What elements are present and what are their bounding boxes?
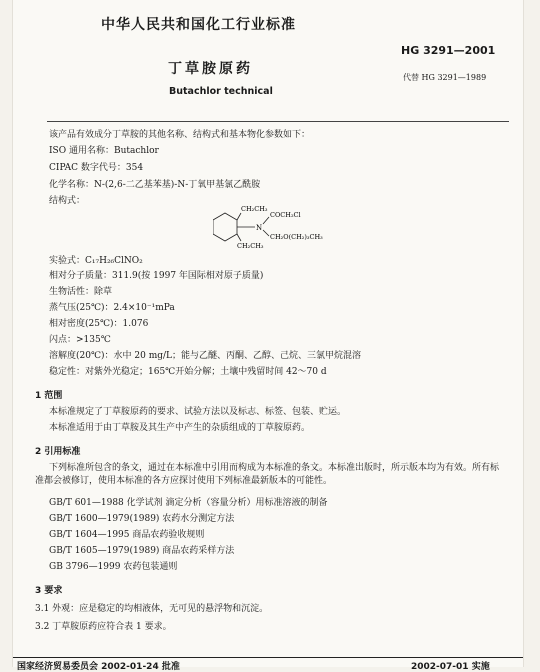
clause-3-2: 3.2 丁草胺原药应符合表 1 要求。 [35,622,172,632]
structure-label: 结构式： [49,196,86,206]
flash-point: 闪点：>135℃ [49,335,111,345]
benzene-ring-diagram [213,199,333,249]
relative-density: 相对密度(25℃)：1.076 [49,319,149,329]
standard-code: HG 3291—2001 [401,44,496,57]
approval-note: 国家经济贸易委员会 2002-01-24 批准 [17,662,180,672]
molecular-weight: 相对分子质量：311.9(按 1997 年国际相对原子质量) [49,271,264,281]
section-1-para-2: 本标准适用于由丁草胺及其生产中产生的杂质组成的丁草胺原药。 [49,423,311,433]
ref-gb-1604: GB/T 1604—1995 商品农药验收规则 [49,530,205,540]
document-title-english: Butachlor technical [169,86,273,97]
footer-divider [13,657,523,658]
cipac-code: CIPAC 数字代号：354 [49,163,144,173]
ethyl-top: CH₂CH₃ [241,205,268,213]
section-1-para-1: 本标准规定了丁草胺原药的要求、试验方法以及标志、标签、包装、贮运。 [49,407,347,417]
chloroacetyl-group: COCH₂Cl [270,211,301,219]
standard-org-header: 中华人民共和国化工行业标准 [101,17,296,33]
stability: 稳定性：对紫外光稳定；165℃开始分解；土壤中残留时间 42～70 d [49,367,327,377]
iso-name: ISO 通用名称：Butachlor [49,146,159,156]
vapor-pressure: 蒸气压(25℃)：2.4×10⁻¹mPa [49,303,175,313]
empirical-formula: 实验式：C₁₇H₂₆ClNO₂ [49,256,143,266]
section-1-heading: 1 范围 [35,391,63,401]
ref-gb-1600: GB/T 1600—1979(1989) 农药水分测定方法 [49,514,235,524]
structural-formula [213,199,333,249]
nitrogen-atom: N [256,224,263,232]
butoxymethyl-group: CH₂O(CH₂)₃CH₃ [270,233,323,241]
chemical-name: 化学名称：N-(2,6-二乙基苯基)-N-丁氧甲基氯乙酰胺 [49,180,261,190]
replaces-note: 代替 HG 3291—1989 [403,73,487,82]
document-title: 丁草胺原药 [168,61,253,77]
ref-gb-3796: GB 3796—1999 农药包装通则 [49,562,178,572]
section-2-heading: 2 引用标准 [35,447,81,457]
clause-3-1: 3.1 外观：应是稳定的均相液体，无可见的悬浮物和沉淀。 [35,604,269,614]
ref-gb-1605: GB/T 1605—1979(1989) 商品农药采样方法 [49,546,235,556]
document-page [12,0,524,672]
solubility: 溶解度(20℃)：水中 20 mg/L；能与乙醚、丙酮、乙醇、己烷、三氯甲烷混溶 [49,351,362,361]
section-3-heading: 3 要求 [35,586,63,596]
ref-gb-601: GB/T 601—1988 化学试剂 滴定分析（容量分析）用标准溶液的制备 [49,498,328,508]
implementation-date: 2002-07-01 实施 [411,662,490,672]
section-2-para: 下列标准所包含的条文，通过在本标准中引用而构成为本标准的条文。本标准出版时，所示版本均为有效。所有标准都会被修订，使用本标准的各方应探讨使用下列标准最新版本的可能性。 [35,463,500,486]
intro-lead: 该产品有效成分丁草胺的其他名称、结构式和基本物化参数如下： [49,130,311,140]
header-divider [47,121,509,122]
ethyl-bottom: CH₂CH₃ [237,242,264,249]
bioactivity: 生物活性：除草 [49,287,113,297]
